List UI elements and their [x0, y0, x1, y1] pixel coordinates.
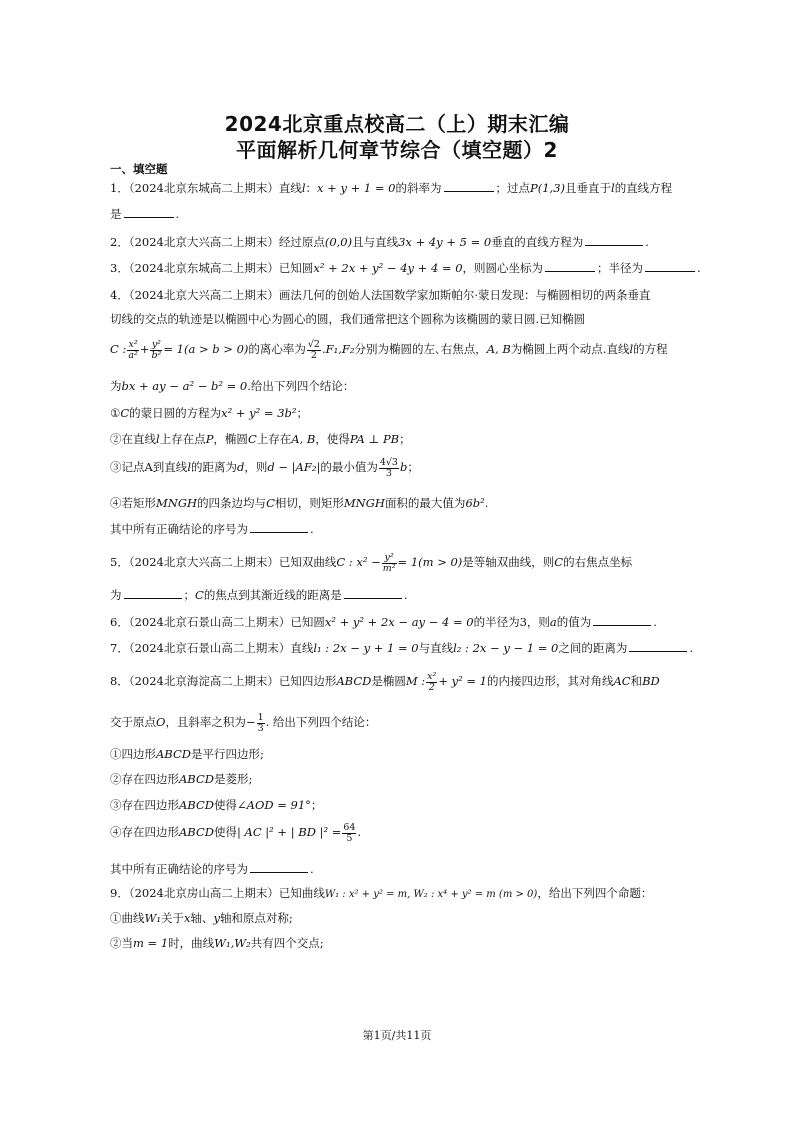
question-4-line-2: 切线的交点的轨迹是以椭圆中心为圆心的圆，我们通常把这个圆称为该椭圆的蒙日圆.已知椭圆 [110, 312, 586, 326]
question-8-conclusion-3: ③存在四边形ABCD使得∠AOD = 91°； [110, 798, 323, 812]
question-5-line-2: 为 ；C的焦点到其渐近线的距离是 . [110, 588, 408, 602]
question-4-line-1: 4．（2024北京大兴高二上期末）画法几何的创始人法国数学家加斯帕尔·蒙日发现：与椭圆相切的两条垂直 [110, 288, 651, 302]
question-7: 7．（2024北京石景山高二上期末）直线l₁ : 2x − y + 1 = 0与直线l₂ : 2x − y − 1 = 0之间的距离为 . [110, 641, 693, 655]
question-1-line-1: 1．（2024北京东城高二上期末）直线l：x + y + 1 = 0的斜率为 ；过点P(1,3)且垂直于l的直线方程 [110, 181, 673, 195]
question-8-conclusion-4: ④存在四边形ABCD使得| AC |² + | BD |² = $\frac{64}{5}$ . [110, 821, 362, 844]
question-8-conclusion-2: ②存在四边形ABCD是菱形; [110, 772, 253, 786]
answer-blank[interactable] [250, 860, 308, 873]
answer-blank[interactable] [545, 259, 595, 272]
question-5-line-1: 5．（2024北京大兴高二上期末）已知双曲线C : x² − $\frac{\text{y²}}{\text{m²}}$ = 1(m > 0)是等轴双曲线，则C的右焦点坐标 [110, 551, 633, 574]
question-9-line-1: 9．（2024北京房山高二上期末）已知曲线W₁ : x² + y² = m, W₂ : x⁴ + y² = m (m > 0)，给出下列四个命题： [110, 886, 653, 900]
page-number: 第1页/共11页 [362, 1029, 432, 1042]
question-8-line-1: 8．（2024北京海淀高二上期末）已知四边形ABCD是椭圆M : $\frac{\text{x²}}{2}$ + y² = 1的内接四边形，其对角线AC和BD [110, 670, 660, 693]
answer-blank[interactable] [629, 639, 687, 652]
section-heading: 一、填空题 [110, 162, 168, 176]
question-9-proposition-1: ①曲线W₁关于x轴、y轴和原点对称; [110, 911, 293, 925]
question-2: 2．（2024北京大兴高二上期末）经过原点(0,0)且与直线3x + 4y + 5 = 0垂直的直线方程为 . [110, 235, 649, 249]
answer-blank[interactable] [585, 233, 643, 246]
question-8-line-2: 交于原点O，且斜率之积为− $\frac{1}{3}$ . 给出下列四个结论： [110, 711, 377, 734]
question-4-conclusion-2: ②在直线l上存在点P，椭圆C上存在A, B，使得PA ⊥ PB； [110, 432, 411, 446]
question-4-line-3: C : $\frac{\text{x²}}{\text{a²}}$ + $\frac{\text{y²}}{\text{b²}}$ = 1(a > b > 0)的离心率为 $\frac{√2}{2}$ .F₁,F₂分别为椭圆的左､右焦点，A, B为椭圆上两个动点.直线l的方程 [110, 338, 668, 361]
question-4-conclusion-3: ③记点A到直线l的距离为d，则d − |AF₂|的最小值为 $\frac{4√3}{3}$ b； [110, 456, 419, 479]
answer-blank[interactable] [124, 205, 174, 218]
answer-blank[interactable] [593, 613, 651, 626]
question-4-conclusion-4: ④若矩形MNGH的四条边均与C相切，则矩形MNGH面积的最大值为6b². [110, 496, 489, 510]
question-4-conclusion-1: ①C的蒙日圆的方程为x² + y² = 3b²； [110, 406, 309, 420]
answer-blank[interactable] [344, 586, 402, 599]
answer-blank[interactable] [124, 586, 182, 599]
answer-blank[interactable] [645, 259, 695, 272]
question-4-line-4: 为bx + ay − a² − b² = 0.给出下列四个结论： [110, 379, 355, 393]
answer-blank[interactable] [444, 179, 494, 192]
question-8-answer: 其中所有正确结论的序号为 . [110, 862, 314, 876]
question-6: 6．（2024北京石景山高二上期末）已知圆x² + y² + 2x − ay − 4 = 0的半径为3，则a的值为 . [110, 615, 657, 629]
question-4-answer: 其中所有正确结论的序号为 . [110, 522, 314, 536]
question-1-line-2: 是 . [110, 207, 180, 221]
answer-blank[interactable] [250, 520, 308, 533]
document-title: 2024北京重点校高二（上）期末汇编 [224, 112, 570, 136]
document-subtitle: 平面解析几何章节综合（填空题）2 [236, 138, 558, 162]
question-9-proposition-2: ②当m = 1时，曲线W₁,W₂共有四个交点; [110, 936, 324, 950]
question-8-conclusion-1: ①四边形ABCD是平行四边形; [110, 747, 264, 761]
question-3: 3．（2024北京东城高二上期末）已知圆x² + 2x + y² − 4y + 4 = 0，则圆心坐标为 ；半径为 . [110, 261, 701, 275]
